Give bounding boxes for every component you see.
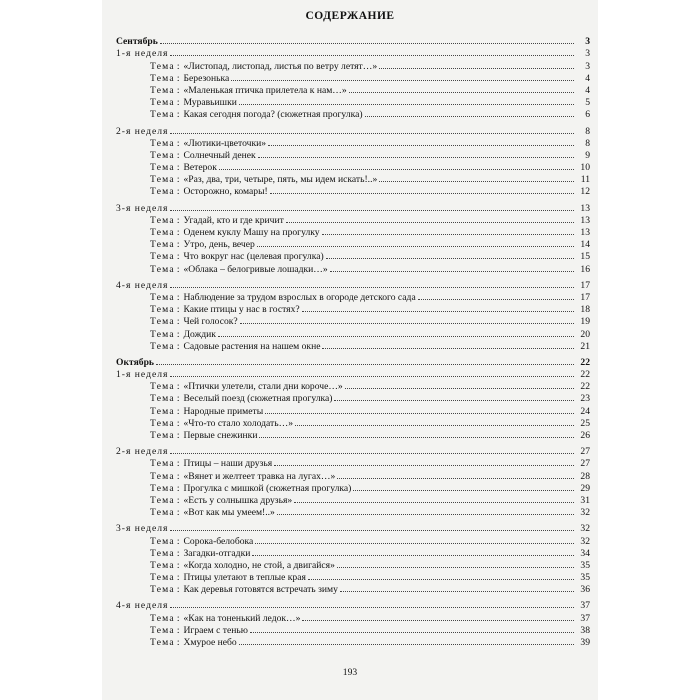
topic-keyword: Тема: [150, 559, 175, 571]
dot-leader: [257, 246, 574, 247]
topic-entry: Тема : Играем с тенью 38: [150, 624, 590, 636]
topic-entry: Тема : «Листопад, листопад, листья по ветру летят…» 3: [150, 60, 590, 72]
entry-page-number: 35: [580, 559, 590, 571]
topic-keyword: Тема: [150, 186, 175, 198]
topic-entry: Тема : «Маленькая птичка прилетела к нам…» 4: [150, 84, 590, 96]
topic-entry: Тема : «Есть у солнышка друзья» 31: [150, 494, 590, 506]
entry-page-number: 8: [585, 125, 590, 137]
topic-keyword: Тема: [150, 162, 175, 174]
dot-leader: [252, 555, 574, 556]
topic-title: «Вот как мы умеем!..»: [183, 507, 275, 519]
topic-title: «Раз, два, три, четыре, пять, мы идем искать!..»: [183, 174, 378, 186]
topic-entry: Тема : «Вот как мы умеем!..» 32: [150, 507, 590, 519]
entry-page-number: 19: [580, 316, 590, 328]
entry-page-number: 25: [580, 417, 590, 429]
topic-entry: Тема : Березонька 4: [150, 72, 590, 84]
topic-keyword: Тема: [150, 263, 175, 275]
entry-page-number: 17: [580, 279, 590, 291]
topic-entry: Тема : Загадки-отгадки 34: [150, 547, 590, 559]
dot-leader: [160, 43, 574, 44]
dot-leader: [259, 437, 574, 438]
week-label: 1-я неделя: [116, 48, 169, 60]
entry-page-number: 4: [585, 72, 590, 84]
topic-entry: Тема : Угадай, кто и где кричит 13: [150, 214, 590, 226]
entry-page-number: 32: [580, 535, 590, 547]
topic-title: Играем с тенью: [183, 624, 248, 636]
entry-page-number: 22: [580, 356, 590, 368]
topic-entry: Тема : Какие птицы у нас в гостях? 18: [150, 304, 590, 316]
entry-page-number: 27: [580, 446, 590, 458]
dot-leader: [170, 607, 574, 608]
entry-page-number: 8: [585, 137, 590, 149]
topic-keyword: Тема: [150, 251, 175, 263]
topic-title: Утро, день, вечер: [183, 239, 255, 251]
topic-keyword: Тема: [150, 547, 175, 559]
dot-leader: [218, 336, 574, 337]
entry-page-number: 13: [580, 214, 590, 226]
topic-keyword: Тема: [150, 227, 175, 238]
topic-title: Веселый поезд (сюжетная прогулка): [183, 393, 333, 405]
topic-title: «Что-то стало холодать…»: [183, 417, 294, 429]
topic-title: Муравьишки: [183, 97, 237, 109]
entry-page-number: 24: [580, 405, 590, 417]
topic-entry: Тема : Наблюдение за трудом взрослых в огороде детского сада 17: [150, 291, 590, 303]
entry-page-number: 29: [580, 482, 590, 494]
entry-page-number: 39: [580, 637, 590, 648]
entry-page-number: 11: [580, 174, 590, 186]
entry-page-number: 18: [580, 304, 590, 316]
week-heading: [116, 522, 590, 534]
dot-leader: [268, 145, 574, 146]
dot-leader: [349, 92, 574, 93]
week-heading: [116, 47, 590, 59]
topic-title: Осторожно, комары!: [183, 186, 268, 198]
entry-page-number: 12: [580, 186, 590, 198]
entry-page-number: 16: [580, 263, 590, 275]
entry-page-number: 23: [580, 393, 590, 405]
entry-page-number: 6: [585, 109, 590, 121]
entry-page-number: 34: [580, 547, 590, 559]
dot-leader: [258, 157, 574, 158]
entry-page-number: 36: [580, 584, 590, 596]
topic-title: «Когда холодно, не стой, а двигайся»: [183, 559, 335, 571]
month-heading: [116, 356, 590, 368]
topic-entry: Тема : Утро, день, вечер 14: [150, 239, 590, 251]
topic-entry: Тема : «Лютики-цветочки» 8: [150, 137, 590, 149]
topic-title: Что вокруг нас (целевая прогулка): [183, 251, 324, 263]
dot-leader: [277, 514, 574, 515]
dot-leader: [337, 567, 574, 568]
topic-title: «Облака – белогривые лошадки…»: [183, 263, 328, 275]
dot-leader: [286, 222, 574, 223]
dot-leader: [170, 530, 574, 531]
dot-leader: [240, 323, 574, 324]
topic-entry: Тема : «Раз, два, три, четыре, пять, мы идем искать!..» 11: [150, 174, 590, 186]
topic-keyword: Тема: [150, 381, 175, 393]
topic-entry: Тема : Как деревья готовятся встречать зиму 36: [150, 584, 590, 596]
entry-page-number: 20: [580, 328, 590, 340]
dot-leader: [170, 453, 574, 454]
dot-leader: [379, 181, 574, 182]
dot-leader: [340, 591, 574, 592]
week-label: 1-я неделя: [116, 369, 169, 381]
dot-leader: [294, 502, 574, 503]
topic-keyword: Тема: [150, 637, 175, 648]
topic-keyword: Тема: [150, 304, 175, 316]
entry-page-number: 21: [580, 340, 590, 352]
entry-page-number: 3: [585, 48, 590, 60]
week-heading: [116, 201, 590, 213]
topic-entry: Тема : Солнечный денек 9: [150, 149, 590, 161]
topic-entry: Тема : Первые снежинки 26: [150, 430, 590, 441]
dot-leader: [239, 104, 574, 105]
topic-keyword: Тема: [150, 417, 175, 429]
dot-leader: [274, 465, 574, 466]
topic-entry: Тема : Осторожно, комары! 12: [150, 186, 590, 198]
topic-entry: Тема : Сорока-белобока 32: [150, 535, 590, 547]
topic-entry: Тема : Дождик 20: [150, 328, 590, 340]
book-page: [102, 0, 598, 700]
week-heading: [116, 599, 590, 611]
topic-entry: Тема : Прогулка с мишкой (сюжетная прогулка) 29: [150, 482, 590, 494]
topic-keyword: Тема: [150, 494, 175, 506]
topic-title: Оденем куклу Машу на прогулку: [183, 227, 320, 238]
page-number: 193: [342, 667, 358, 678]
entry-page-number: 22: [580, 381, 590, 393]
topic-entry: Тема : Хмурое небо 39: [150, 637, 590, 648]
topic-keyword: Тема: [150, 612, 175, 624]
dot-leader: [170, 133, 574, 134]
week-label: 4-я неделя: [116, 279, 169, 291]
topic-title: Наблюдение за трудом взрослых в огороде детского сада: [183, 291, 416, 303]
topic-keyword: Тема: [150, 174, 175, 186]
topic-keyword: Тема: [150, 393, 175, 405]
entry-page-number: 3: [585, 60, 590, 72]
topic-title: «Маленькая птичка прилетела к нам…»: [183, 84, 347, 96]
dot-leader: [255, 543, 574, 544]
topic-keyword: Тема: [150, 584, 175, 596]
week-label: 3-я неделя: [116, 523, 169, 535]
entry-page-number: 26: [580, 430, 590, 441]
topic-entry: Тема : Чей голосок? 19: [150, 316, 590, 328]
entry-page-number: 4: [585, 84, 590, 96]
topic-keyword: Тема: [150, 572, 175, 584]
table-of-contents: [116, 35, 590, 648]
topic-entry: Тема : Веселый поезд (сюжетная прогулка) 23: [150, 393, 590, 405]
dot-leader: [170, 55, 574, 56]
topic-title: «Лютики-цветочки»: [183, 137, 267, 149]
topic-title: Чей голосок?: [183, 316, 238, 328]
entry-page-number: 37: [580, 600, 590, 612]
entry-page-number: 15: [580, 251, 590, 263]
entry-page-number: 31: [580, 494, 590, 506]
entry-page-number: 5: [585, 97, 590, 109]
dot-leader: [365, 116, 574, 117]
topic-keyword: Тема: [150, 84, 175, 96]
dot-leader: [170, 376, 574, 377]
topic-entry: Тема : «Облака – белогривые лошадки…» 16: [150, 263, 590, 275]
topic-title: Прогулка с мишкой (сюжетная прогулка): [183, 482, 352, 494]
topic-keyword: Тема: [150, 214, 175, 226]
topic-keyword: Тема: [150, 340, 175, 352]
topic-title: Загадки-отгадки: [183, 547, 251, 559]
entry-page-number: 3: [585, 36, 590, 48]
dot-leader: [353, 490, 574, 491]
dot-leader: [219, 169, 574, 170]
entry-page-number: 27: [580, 458, 590, 470]
topic-title: Угадай, кто и где кричит: [183, 214, 284, 226]
page-title: СОДЕРЖАНИЕ: [305, 10, 395, 22]
topic-keyword: Тема: [150, 97, 175, 109]
topic-entry: Тема : Ветерок 10: [150, 162, 590, 174]
topic-keyword: Тема: [150, 405, 175, 417]
topic-entry: Тема : Что вокруг нас (целевая прогулка) 15: [150, 251, 590, 263]
entry-page-number: 28: [580, 470, 590, 482]
entry-page-number: 13: [580, 227, 590, 238]
topic-keyword: Тема: [150, 470, 175, 482]
topic-title: Хмурое небо: [183, 637, 237, 648]
entry-page-number: 32: [580, 507, 590, 519]
topic-keyword: Тема: [150, 482, 175, 494]
dot-leader: [322, 348, 574, 349]
entry-page-number: 22: [580, 369, 590, 381]
dot-leader: [270, 193, 574, 194]
month-label: Сентябрь: [116, 36, 158, 48]
topic-title: Садовые растения на нашем окне: [183, 340, 321, 352]
topic-entry: Тема : Муравьишки 5: [150, 97, 590, 109]
dot-leader: [265, 413, 574, 414]
topic-title: Сорока-белобока: [183, 535, 254, 547]
dot-leader: [326, 258, 574, 259]
topic-title: «Как на тоненький ледок…»: [183, 612, 301, 624]
topic-entry: Тема : Народные приметы 24: [150, 405, 590, 417]
week-heading: [116, 124, 590, 136]
dot-leader: [170, 210, 574, 211]
topic-title: «Птички улетели, стали дни короче…»: [183, 381, 343, 393]
topic-keyword: Тема: [150, 328, 175, 340]
week-label: 2-я неделя: [116, 125, 169, 137]
topic-keyword: Тема: [150, 624, 175, 636]
topic-entry: Тема : Какая сегодня погода? (сюжетная прогулка) 6: [150, 109, 590, 121]
topic-title: «Есть у солнышка друзья»: [183, 494, 293, 506]
week-heading: [116, 279, 590, 291]
dot-leader: [156, 364, 574, 365]
topic-keyword: Тема: [150, 109, 175, 121]
month-label: Октябрь: [116, 356, 154, 368]
topic-title: Березонька: [183, 72, 230, 84]
topic-title: Дождик: [183, 328, 216, 340]
topic-title: Солнечный денек: [183, 149, 256, 161]
topic-entry: Тема : Садовые растения на нашем окне 21: [150, 340, 590, 352]
topic-keyword: Тема: [150, 291, 175, 303]
topic-entry: Тема : «Что-то стало холодать…» 25: [150, 417, 590, 429]
topic-entry: Тема : Птицы – наши друзья 27: [150, 458, 590, 470]
entry-page-number: 17: [580, 291, 590, 303]
week-label: 2-я неделя: [116, 446, 169, 458]
week-label: 3-я неделя: [116, 202, 169, 214]
dot-leader: [308, 579, 574, 580]
topic-title: Ветерок: [183, 162, 217, 174]
entry-page-number: 9: [585, 149, 590, 161]
topic-title: «Листопад, листопад, листья по ветру летят…»: [183, 60, 378, 72]
topic-title: Птицы улетают в теплые края: [183, 572, 306, 584]
dot-leader: [170, 287, 574, 288]
topic-title: Какие птицы у нас в гостях?: [183, 304, 300, 316]
topic-keyword: Тема: [150, 239, 175, 251]
topic-entry: Тема : Птицы улетают в теплые края 35: [150, 572, 590, 584]
entry-page-number: 38: [580, 624, 590, 636]
topic-title: «Вянет и желтеет травка на лугах…»: [183, 470, 336, 482]
week-label: 4-я неделя: [116, 600, 169, 612]
dot-leader: [337, 478, 574, 479]
entry-page-number: 37: [580, 612, 590, 624]
topic-entry: Тема : «Птички улетели, стали дни короче…» 22: [150, 381, 590, 393]
entry-page-number: 32: [580, 523, 590, 535]
dot-leader: [379, 68, 574, 69]
topic-entry: Тема : «Вянет и желтеет травка на лугах…» 28: [150, 470, 590, 482]
entry-page-number: 35: [580, 572, 590, 584]
topic-title: Как деревья готовятся встречать зиму: [183, 584, 338, 596]
topic-title: Народные приметы: [183, 405, 264, 417]
dot-leader: [418, 299, 574, 300]
topic-entry: Тема : Оденем куклу Машу на прогулку 13: [150, 227, 590, 238]
topic-entry: Тема : «Как на тоненький ледок…» 37: [150, 612, 590, 624]
topic-keyword: Тема: [150, 149, 175, 161]
topic-title: Птицы – наши друзья: [183, 458, 273, 470]
topic-keyword: Тема: [150, 316, 175, 328]
week-heading: [116, 368, 590, 380]
topic-keyword: Тема: [150, 430, 175, 441]
topic-keyword: Тема: [150, 60, 175, 72]
entry-page-number: 10: [580, 162, 590, 174]
dot-leader: [330, 271, 574, 272]
dot-leader: [239, 644, 574, 645]
topic-title: Первые снежинки: [183, 430, 258, 441]
topic-keyword: Тема: [150, 72, 175, 84]
dot-leader: [302, 311, 574, 312]
dot-leader: [250, 632, 574, 633]
dot-leader: [334, 400, 574, 401]
topic-entry: Тема : «Когда холодно, не стой, а двигайся» 35: [150, 559, 590, 571]
topic-title: Какая сегодня погода? (сюжетная прогулка): [183, 109, 363, 121]
topic-keyword: Тема: [150, 137, 175, 149]
dot-leader: [295, 425, 574, 426]
entry-page-number: 13: [580, 202, 590, 214]
dot-leader: [345, 388, 574, 389]
entry-page-number: 14: [580, 239, 590, 251]
dot-leader: [231, 80, 574, 81]
month-heading: [116, 35, 590, 47]
week-heading: [116, 445, 590, 457]
topic-keyword: Тема: [150, 535, 175, 547]
topic-keyword: Тема: [150, 507, 175, 519]
topic-keyword: Тема: [150, 458, 175, 470]
dot-leader: [302, 620, 574, 621]
dot-leader: [322, 234, 574, 235]
